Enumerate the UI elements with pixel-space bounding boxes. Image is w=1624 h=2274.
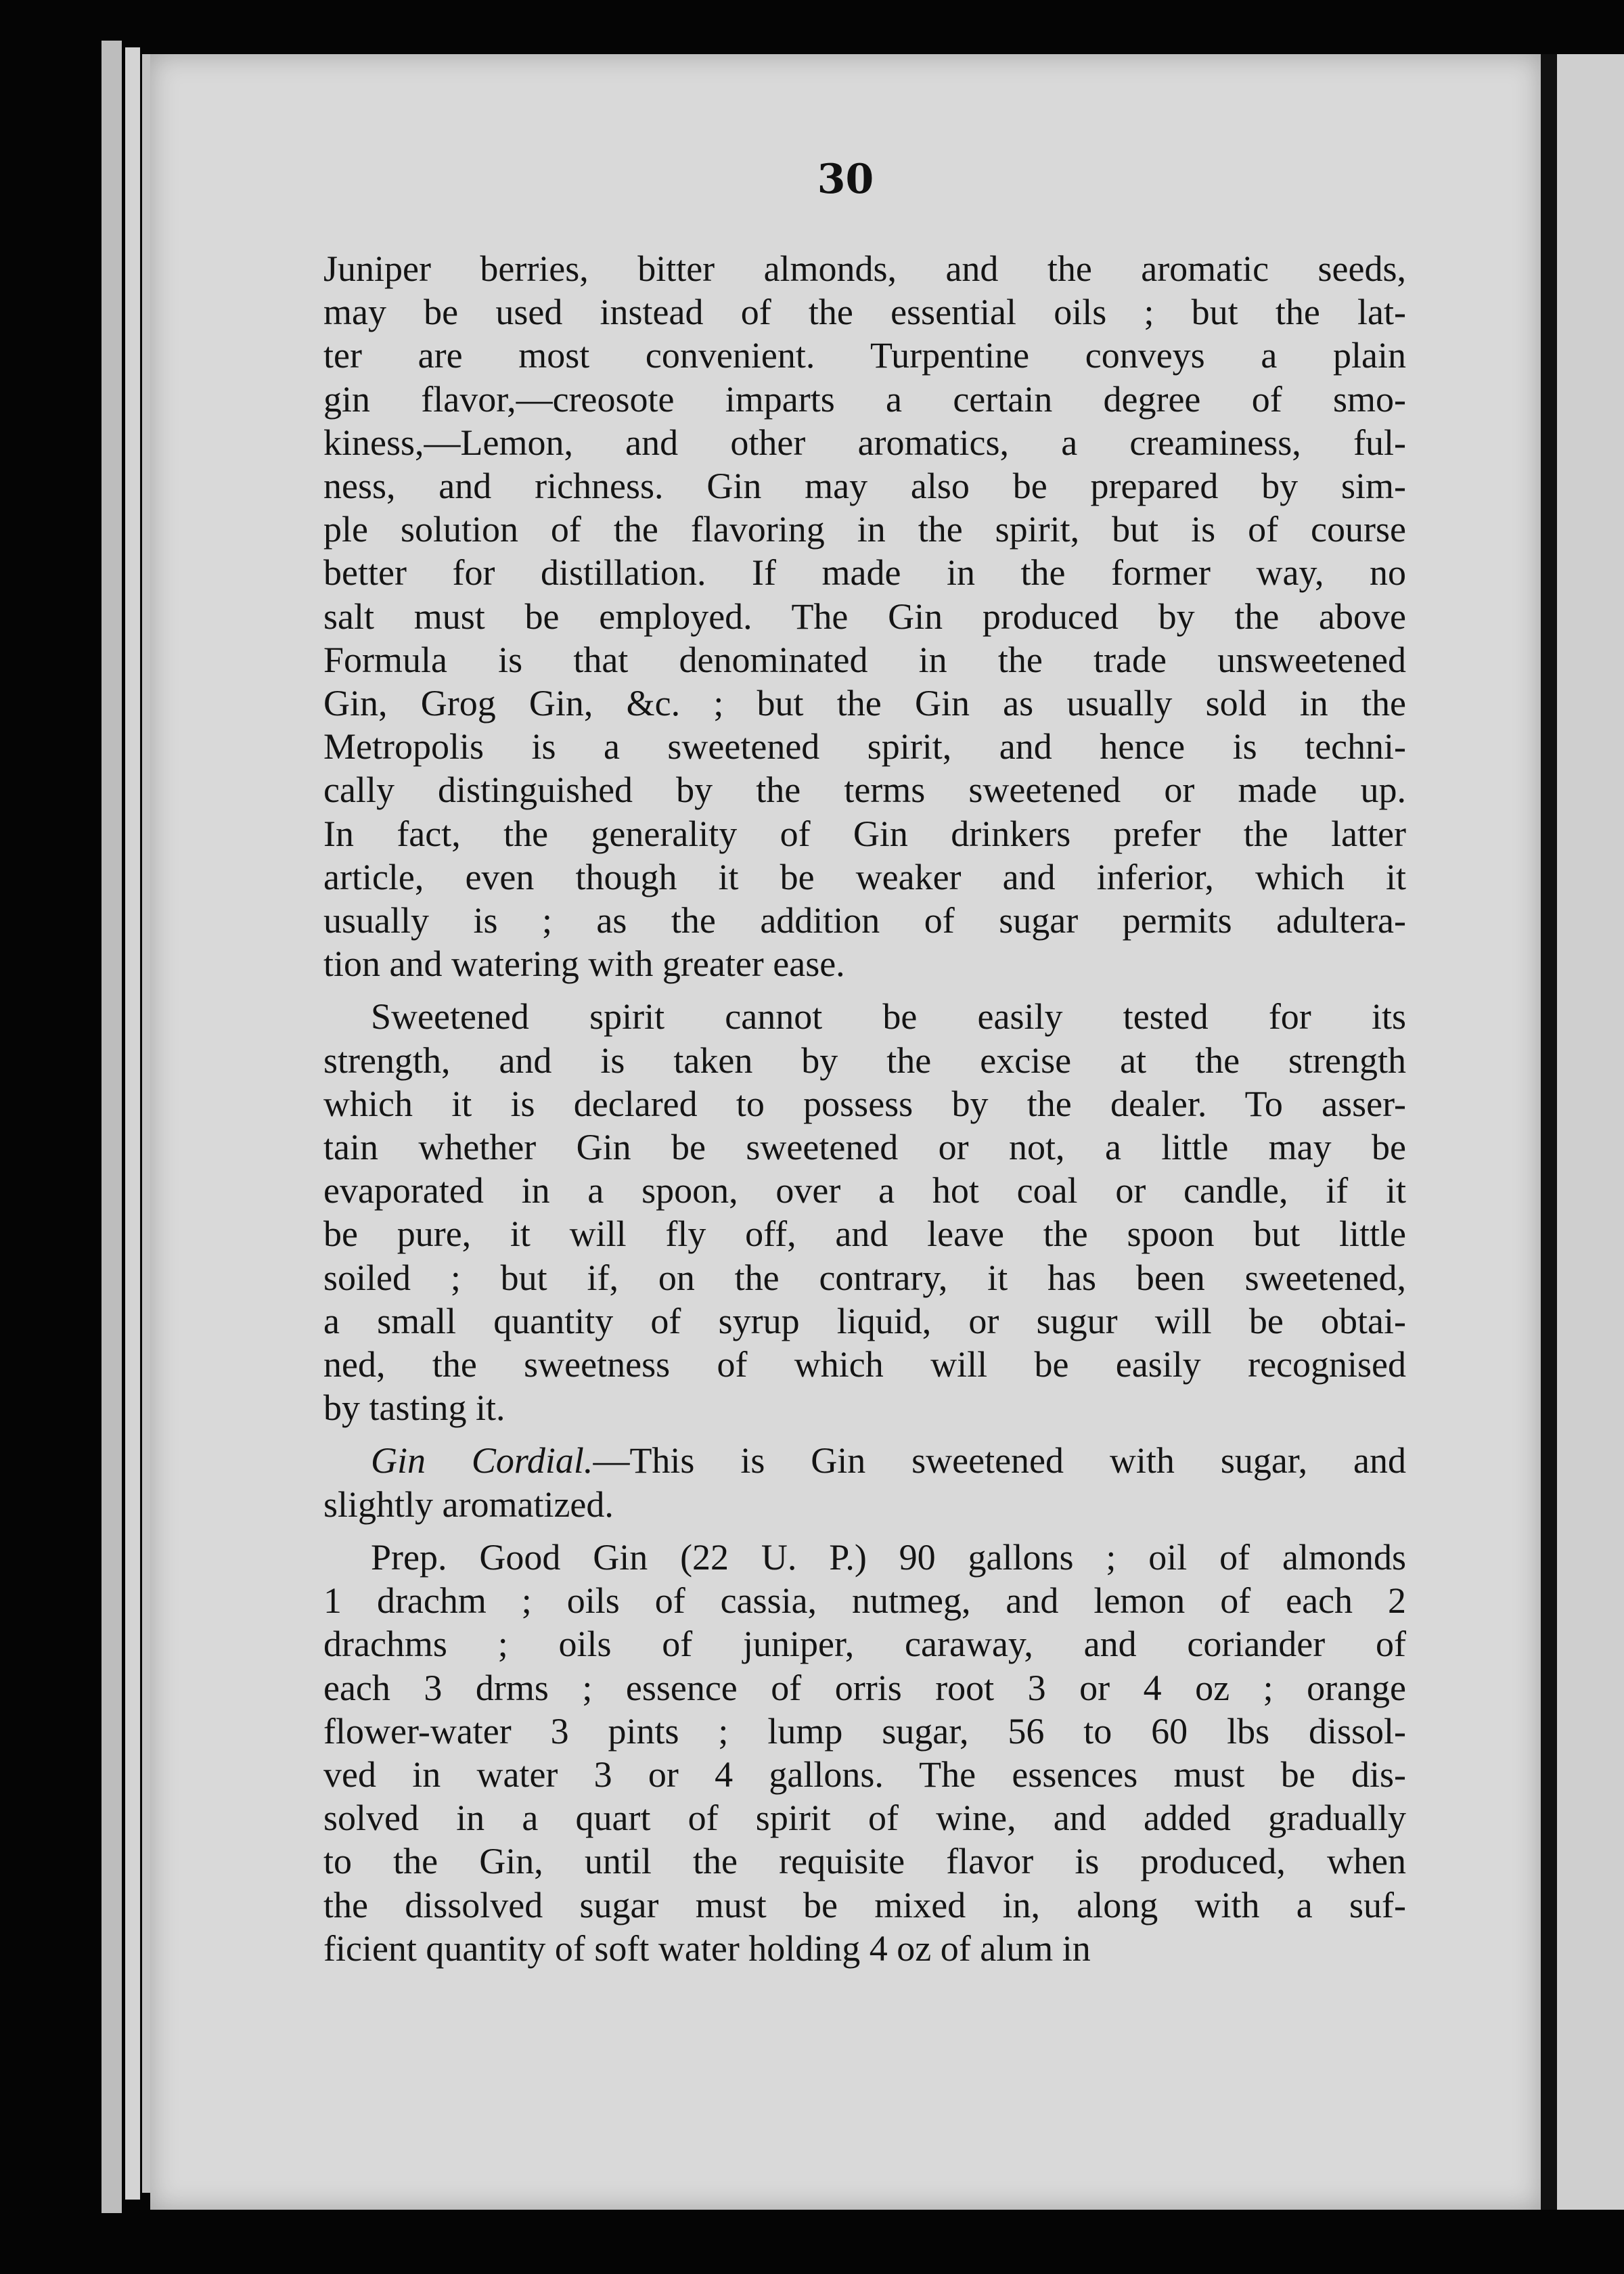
text-line: Juniper berries, bitter almonds, and the aromatic seeds, (323, 248, 1406, 289)
text-line: tain whether Gin be sweetened or not, a little may be (323, 1127, 1406, 1168)
text-line: kiness,—Lemon, and other aromatics, a creaminess, ful- (323, 422, 1406, 463)
text-line: Gin, Grog Gin, &c. ; but the Gin as usually sold in the (323, 683, 1406, 724)
text-line: may be used instead of the essential oils ; but the lat- (323, 292, 1406, 333)
text-line: which it is declared to possess by the dealer. To asser- (323, 1083, 1406, 1124)
text-line: In fact, the generality of Gin drinkers prefer the latter (323, 813, 1406, 854)
text-line: solved in a quart of spirit of wine, and added gradually (323, 1798, 1406, 1839)
text-line: evaporated in a spoon, over a hot coal or candle, if it (323, 1170, 1406, 1211)
text-line: be pure, it will fly off, and leave the spoon but little (323, 1213, 1406, 1255)
paragraph (323, 995, 1406, 1429)
paragraph (323, 247, 1406, 985)
text-line: drachms ; oils of juniper, caraway, and coriander of (323, 1624, 1406, 1665)
book-gutter (1541, 54, 1557, 2210)
text-line: article, even though it be weaker and inferior, which it (323, 856, 1406, 897)
text-line: Metropolis is a sweetened spirit, and hence is techni- (323, 726, 1406, 767)
paragraph (323, 1536, 1406, 1970)
text-line: the dissolved sugar must be mixed in, along with a suf- (323, 1884, 1406, 1925)
text-line: strength, and is taken by the excise at the strength (323, 1040, 1406, 1081)
paragraph-gap (323, 1429, 1406, 1439)
text-line: to the Gin, until the requisite flavor is produced, when (323, 1841, 1406, 1882)
text-line: gin flavor,—creosote imparts a certain degree of smo- (323, 378, 1406, 420)
text-line: Prep. Good Gin (22 U. P.) 90 gallons ; oil of almonds (371, 1536, 1406, 1578)
facing-page-edge (1557, 54, 1624, 2210)
text-line: each 3 drms ; essence of orris root 3 or 4 oz ; orange (323, 1667, 1406, 1708)
text-line: ved in water 3 or 4 gallons. The essences must be dis- (323, 1754, 1406, 1795)
text-line: Sweetened spirit cannot be easily tested for its (371, 996, 1406, 1038)
text-line: usually is ; as the addition of sugar permits adultera- (323, 900, 1406, 941)
text-line: cally distinguished by the terms sweetened or made up. (323, 770, 1406, 811)
text-line: flower-water 3 pints ; lump sugar, 56 to 60 lbs dissol- (323, 1710, 1406, 1752)
text-line: 1 drachm ; oils of cassia, nutmeg, and lemon of each 2 (323, 1580, 1406, 1622)
text-line: by tasting it. (323, 1387, 505, 1429)
text-line: soiled ; but if, on the contrary, it has been sweetened, (323, 1257, 1406, 1298)
text-line: Formula is that denominated in the trade unsweetened (323, 639, 1406, 680)
body-text (323, 247, 1406, 1970)
paragraph (323, 1439, 1406, 1525)
text-line: slightly aromatized. (323, 1484, 614, 1525)
paragraph-gap (323, 1526, 1406, 1536)
text-line: salt must be employed. The Gin produced by the above (323, 596, 1406, 637)
italic-heading: Gin Cordial. (371, 1440, 593, 1481)
text-line: better for distillation. If made in the former way, no (323, 552, 1406, 594)
text-line (323, 1439, 1406, 1482)
line-text: —This is Gin sweetened with sugar, and (593, 1440, 1406, 1481)
text-line: ficient quantity of soft water holding 4 oz of alum in (323, 1927, 1091, 1969)
page-number: 30 (817, 156, 874, 203)
text-line: tion and watering with greater ease. (323, 943, 845, 985)
paragraph-gap (323, 985, 1406, 995)
page-edge-stack (125, 47, 140, 2200)
text-line: ple solution of the flavoring in the spirit, but is of course (323, 509, 1406, 550)
page-edge-stack (102, 41, 122, 2213)
text-line: ness, and richness. Gin may also be prepared by sim- (323, 466, 1406, 507)
text-line: ned, the sweetness of which will be easily recognised (323, 1344, 1406, 1385)
text-line: ter are most convenient. Turpentine conveys a plain (323, 335, 1406, 376)
text-line: a small quantity of syrup liquid, or sugur will be obtai- (323, 1300, 1406, 1341)
